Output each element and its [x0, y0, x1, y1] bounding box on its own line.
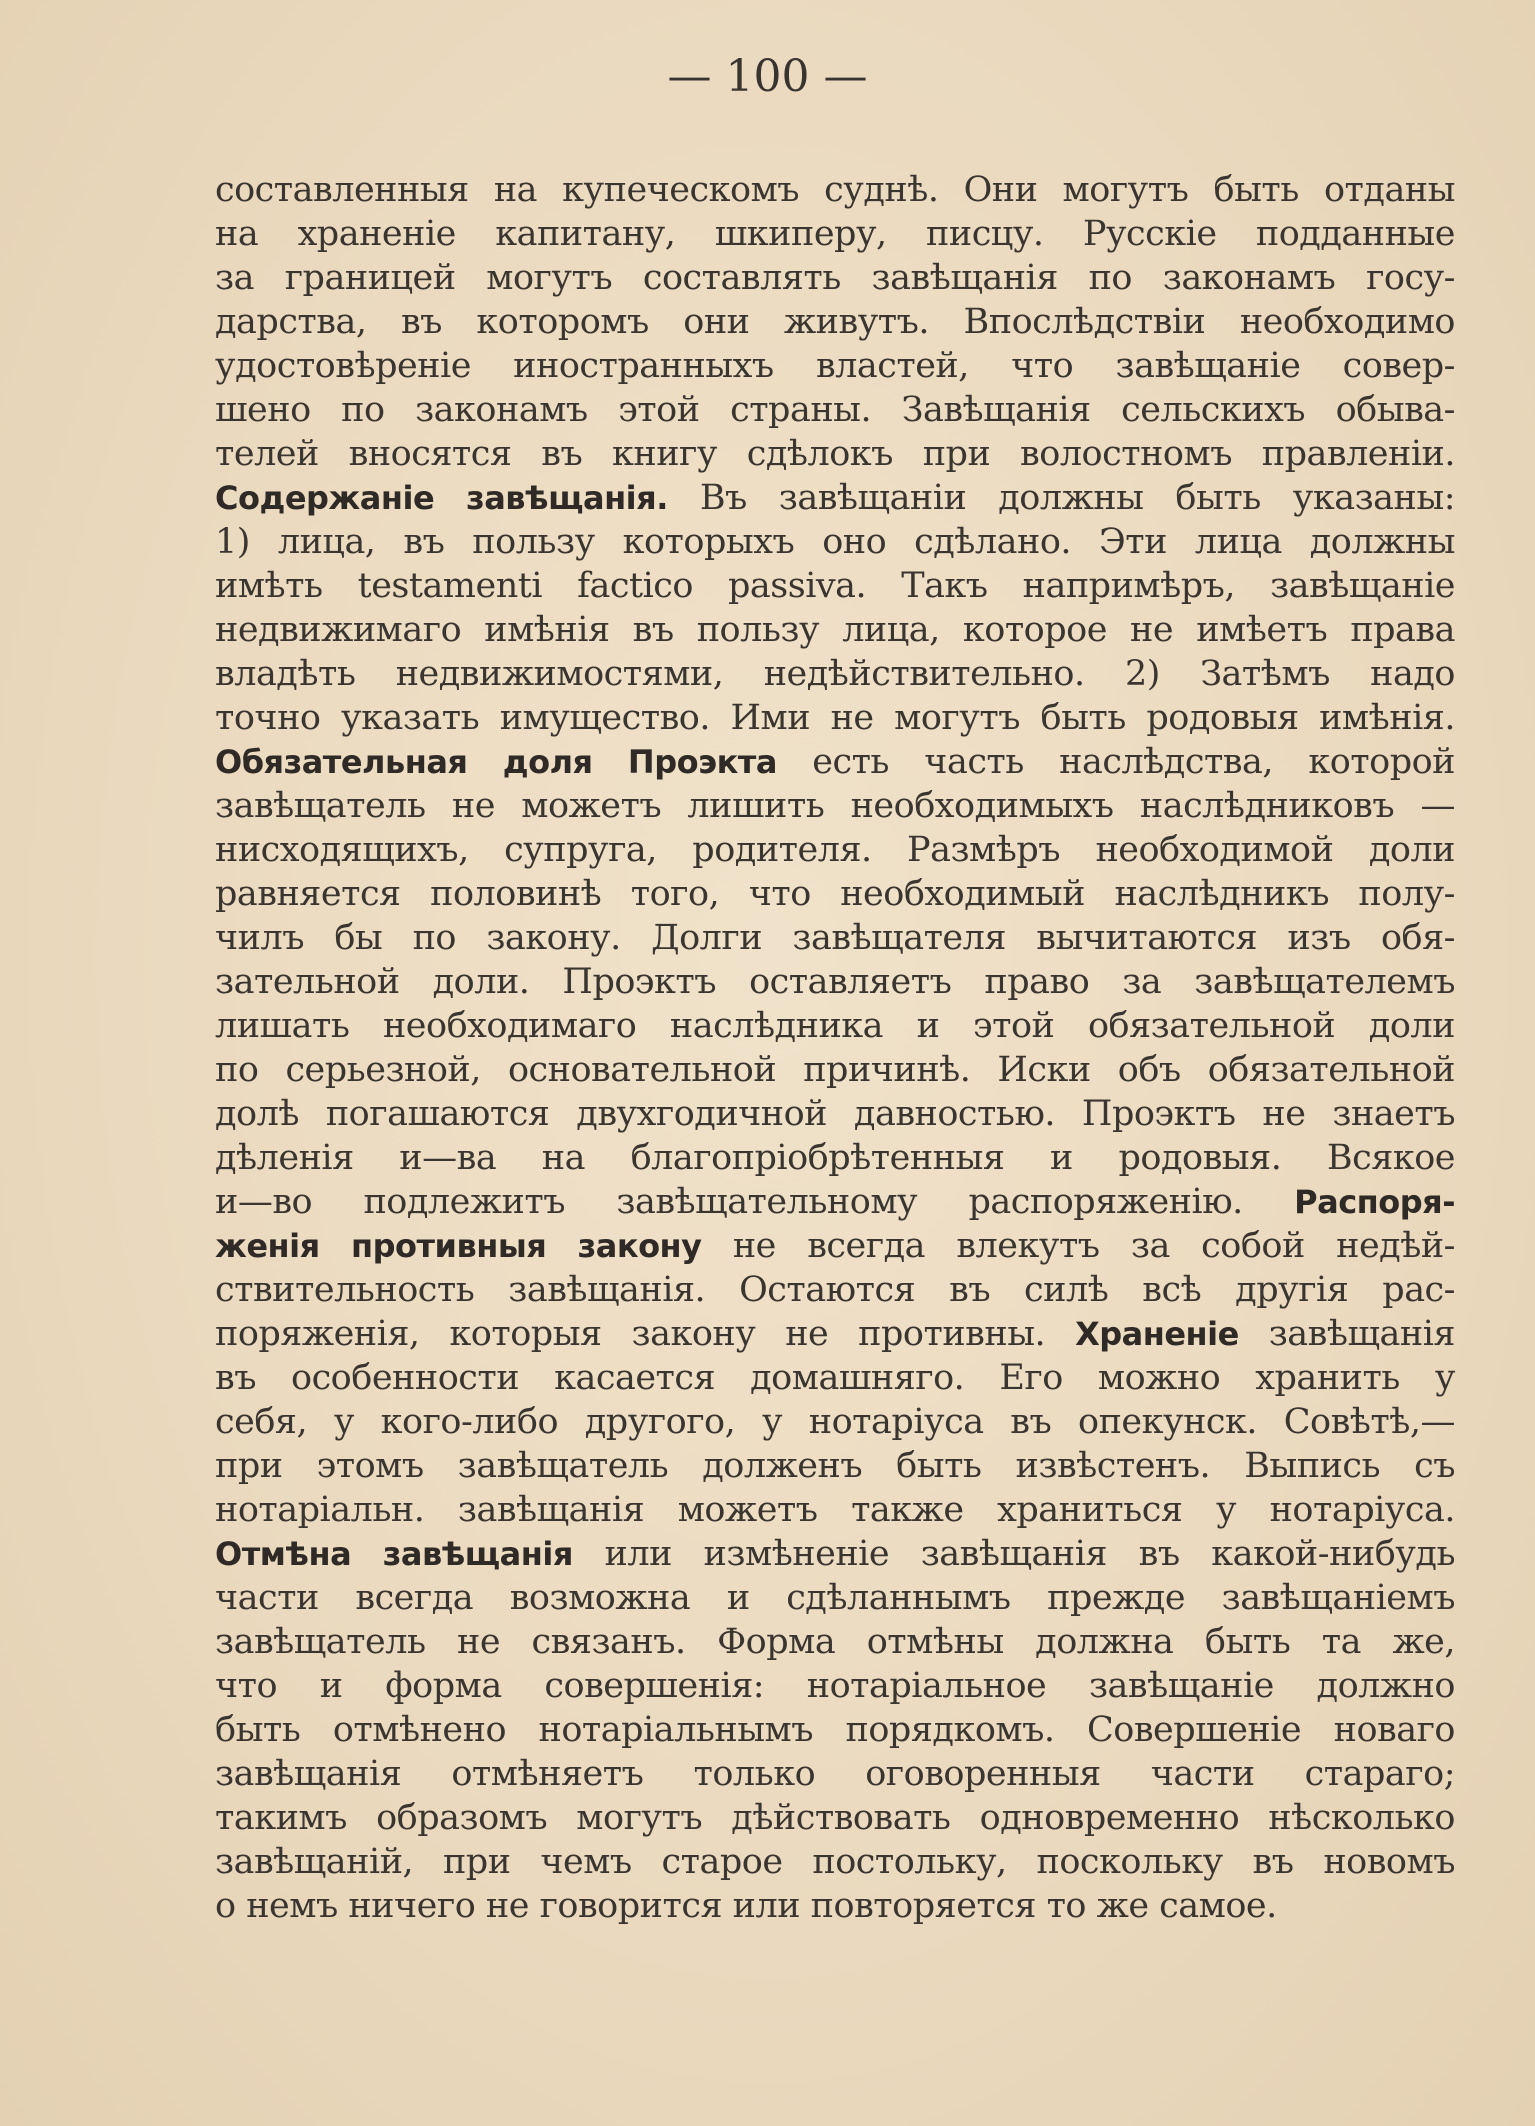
text-run: завѣщанія отмѣняетъ только оговоренныя части стараго;	[215, 1754, 1455, 1794]
text-line	[215, 344, 1455, 388]
text-line	[215, 696, 1455, 740]
text-run: удостовѣреніе иностранныхъ властей, что завѣщаніе совер-	[215, 346, 1455, 386]
text-line	[215, 740, 1455, 784]
section-heading: Храненіе	[1075, 1315, 1239, 1353]
text-line	[215, 1664, 1455, 1708]
text-run: недвижимаго имѣнія въ пользу лица, которое не имѣетъ права	[215, 610, 1455, 650]
text-run: части всегда возможна и сдѣланнымъ прежде завѣщаніемъ	[215, 1578, 1455, 1618]
text-line	[215, 1224, 1455, 1268]
body-text	[215, 168, 1455, 1928]
text-run: завѣщатель не можетъ лишить необходимыхъ наслѣдниковъ —	[215, 786, 1455, 826]
text-run: по серьезной, основательной причинѣ. Иски объ обязательной	[215, 1050, 1455, 1090]
text-run: въ особенности касается домашняго. Его можно хранить у	[215, 1358, 1455, 1398]
text-run: Въ завѣщаніи должны быть указаны:	[667, 478, 1456, 518]
text-line	[215, 564, 1455, 608]
text-line	[215, 1180, 1455, 1224]
text-line	[215, 784, 1455, 828]
text-line	[215, 1796, 1455, 1840]
text-line	[215, 1620, 1455, 1664]
text-run: или измѣненіе завѣщанія въ какой-нибудь	[572, 1534, 1455, 1574]
text-line	[215, 1752, 1455, 1796]
text-line	[215, 1444, 1455, 1488]
text-run: и—во подлежитъ завѣщательному распоряженію.	[215, 1182, 1295, 1222]
text-run: себя, у кого-либо другого, у нотаріуса въ опекунск. Совѣтѣ,—	[215, 1402, 1455, 1442]
section-heading: Отмѣна завѣщанія	[215, 1535, 573, 1573]
text-line	[215, 1840, 1455, 1884]
text-run: нотаріальн. завѣщанія можетъ также храниться у нотаріуса.	[215, 1490, 1455, 1530]
text-line	[215, 916, 1455, 960]
text-line	[215, 1400, 1455, 1444]
text-run: о немъ ничего не говорится или повторяется то же самое.	[215, 1886, 1277, 1926]
text-run: быть отмѣнено нотаріальнымъ порядкомъ. Совершеніе новаго	[215, 1710, 1455, 1750]
text-line	[215, 212, 1455, 256]
text-run: есть часть наслѣдства, которой	[776, 742, 1456, 782]
text-line	[215, 1092, 1455, 1136]
text-run: за границей могутъ составлять завѣщанія по законамъ госу-	[215, 258, 1455, 298]
text-line	[215, 608, 1455, 652]
text-line	[215, 300, 1455, 344]
text-run: завѣщатель не связанъ. Форма отмѣны должна быть та же,	[215, 1622, 1455, 1662]
text-run: не всегда влекутъ за собой недѣй-	[701, 1226, 1455, 1266]
text-line	[215, 960, 1455, 1004]
section-heading: Содержаніе завѣщанія.	[215, 479, 668, 517]
text-line	[215, 1356, 1455, 1400]
text-run: завѣщанія	[1238, 1314, 1455, 1354]
text-run: лишать необходимаго наслѣдника и этой обязательной доли	[215, 1006, 1455, 1046]
text-line	[215, 1004, 1455, 1048]
text-run: что и форма совершенія: нотаріальное завѣщаніе должно	[215, 1666, 1455, 1706]
text-run: такимъ образомъ могутъ дѣйствовать одновременно нѣсколько	[215, 1798, 1455, 1838]
text-line	[215, 432, 1455, 476]
page-number: — 100 —	[667, 51, 868, 102]
text-line	[215, 476, 1455, 520]
text-run: при этомъ завѣщатель долженъ быть извѣстенъ. Выпись съ	[215, 1446, 1455, 1486]
section-heading: Распоря-	[1294, 1183, 1455, 1221]
text-line	[215, 520, 1455, 564]
text-run: зательной доли. Проэктъ оставляетъ право за завѣщателемъ	[215, 962, 1455, 1002]
text-line	[215, 1532, 1455, 1576]
text-run: 1) лица, въ пользу которыхъ оно сдѣлано. Эти лица должны	[215, 522, 1455, 562]
text-run: владѣть недвижимостями, недѣйствительно. 2) Затѣмъ надо	[215, 654, 1455, 694]
text-line	[215, 1708, 1455, 1752]
text-run: точно указать имущество. Ими не могутъ быть родовыя имѣнія.	[215, 698, 1455, 738]
text-run: долѣ погашаются двухгодичной давностью. Проэктъ не знаетъ	[215, 1094, 1455, 1134]
text-line	[215, 168, 1455, 212]
text-line	[215, 872, 1455, 916]
text-line	[215, 1268, 1455, 1312]
section-heading: женія противныя закону	[215, 1227, 702, 1265]
text-line	[215, 1488, 1455, 1532]
text-run: на храненіе капитану, шкиперу, писцу. Русскіе подданные	[215, 214, 1455, 254]
text-run: нисходящихъ, супруга, родителя. Размѣръ необходимой доли	[215, 830, 1455, 870]
text-line	[215, 256, 1455, 300]
text-line	[215, 1312, 1455, 1356]
text-run: дарства, въ которомъ они живутъ. Впослѣдствіи необходимо	[215, 302, 1455, 342]
text-line	[215, 1136, 1455, 1180]
text-line	[215, 1048, 1455, 1092]
text-run: имѣть testamenti factico passiva. Такъ напримѣръ, завѣщаніе	[215, 566, 1455, 606]
text-run: завѣщаній, при чемъ старое постольку, поскольку въ новомъ	[215, 1842, 1455, 1882]
text-line	[215, 388, 1455, 432]
text-line	[215, 828, 1455, 872]
section-heading: Обязательная доля Проэкта	[215, 743, 777, 781]
text-line	[215, 1884, 1455, 1928]
text-run: дѣленія и—ва на благопріобрѣтенныя и родовыя. Всякое	[215, 1138, 1455, 1178]
text-run: чилъ бы по закону. Долги завѣщателя вычитаются изъ обя-	[215, 918, 1455, 958]
text-run: равняется половинѣ того, что необходимый наслѣдникъ полу-	[215, 874, 1455, 914]
text-line	[215, 652, 1455, 696]
text-run: ствительность завѣщанія. Остаются въ силѣ всѣ другія рас-	[215, 1270, 1455, 1310]
text-run: телей вносятся въ книгу сдѣлокъ при волостномъ правленіи.	[215, 434, 1455, 474]
text-run: шено по законамъ этой страны. Завѣщанія сельскихъ обыва-	[215, 390, 1455, 430]
text-run: поряженія, которыя закону не противны.	[215, 1314, 1076, 1354]
text-line	[215, 1576, 1455, 1620]
text-run: составленныя на купеческомъ суднѣ. Они могутъ быть отданы	[215, 170, 1455, 210]
